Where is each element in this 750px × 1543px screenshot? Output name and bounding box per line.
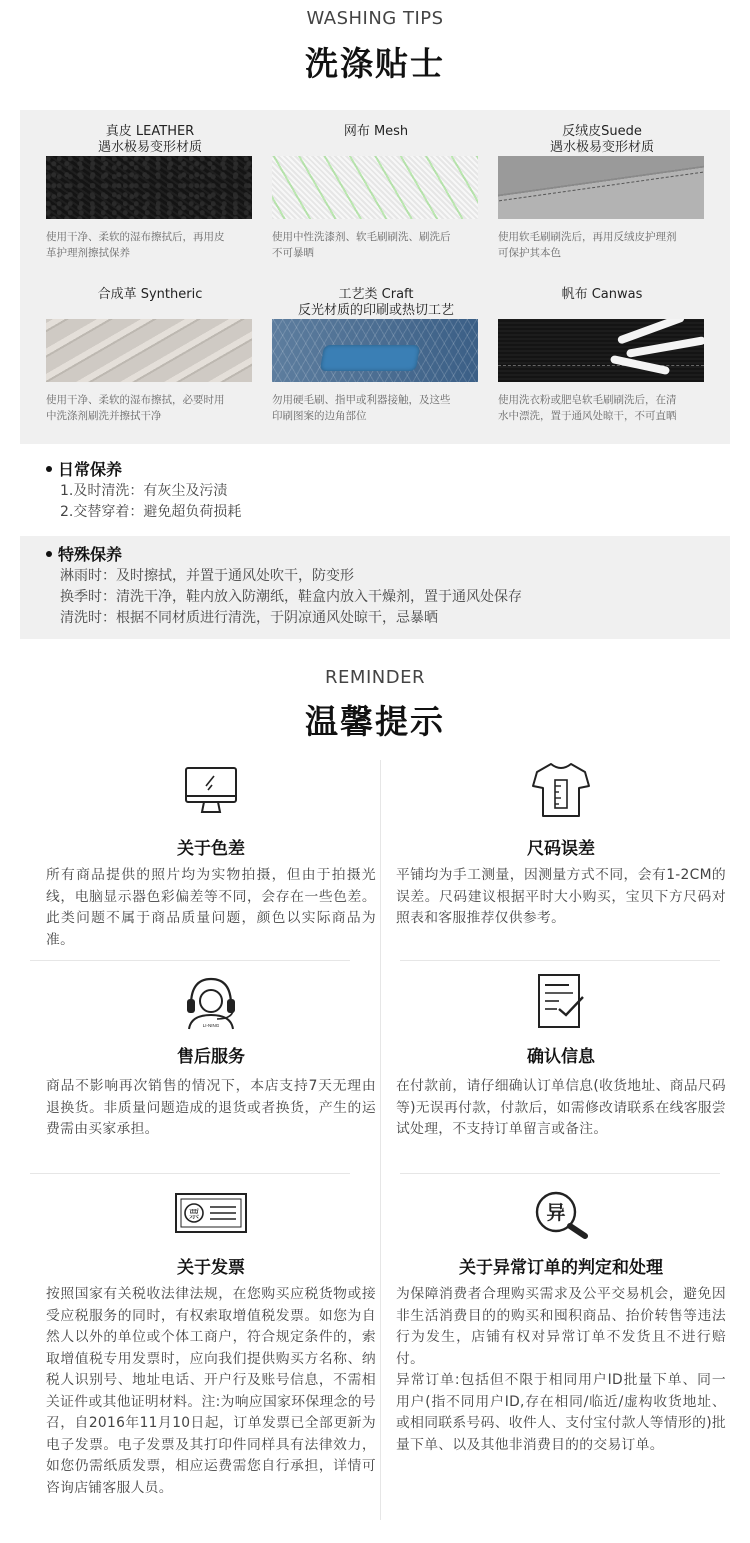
material-desc: 使用洗衣粉或肥皂软毛刷刷洗后，在清 bbox=[498, 394, 677, 406]
grid-divider bbox=[400, 1173, 720, 1174]
washing-title-zh: 洗涤贴士 bbox=[305, 44, 445, 83]
leather-texture-image bbox=[46, 156, 252, 219]
svg-text:票: 票 bbox=[188, 1207, 200, 1221]
headset-agent-icon bbox=[46, 975, 376, 1035]
reminder-body: 在付款前，请仔细确认订单信息(收货地址、商品尺码等)无误再付款，付款后，如需修改请联系在线客服尝试处理，不支持订单留言或备注。 bbox=[396, 1078, 726, 1137]
material-desc: 革护理剂擦拭保养 bbox=[46, 247, 130, 259]
reminder-title: 售后服务 bbox=[177, 1047, 245, 1067]
reminder-body: 所有商品提供的照片均为实物拍摄，但由于拍摄光线，电脑显示器色彩偏差等不同，会存在一些色差。此类问题不属于商品质量问题，颜色以实际商品为准。 bbox=[46, 867, 376, 948]
daily-care-title: 日常保养 bbox=[46, 459, 726, 481]
reminder-title: 关于色差 bbox=[177, 839, 245, 859]
synthetic-texture-image bbox=[46, 319, 252, 382]
material-name: 合成革 Syntheric bbox=[97, 287, 203, 302]
material-canvas bbox=[498, 287, 706, 424]
material-name: 真皮 LEATHER bbox=[105, 124, 195, 139]
material-name: 网布 Mesh bbox=[343, 124, 409, 139]
material-desc: 使用干净、柔软的湿布擦拭后，再用皮 bbox=[46, 231, 225, 243]
reminder-body: 商品不影响再次销售的情况下，本店支持7天无理由退换货。非质量问题造成的退货或者换货，产生的运费需由买家承担。 bbox=[46, 1078, 376, 1137]
reminder-confirm-info bbox=[396, 970, 726, 1170]
reminder-title: 关于异常订单的判定和处理 bbox=[459, 1258, 663, 1278]
svg-text:异: 异 bbox=[546, 1202, 566, 1224]
canvas-texture-image bbox=[498, 319, 704, 382]
special-care-section bbox=[46, 544, 726, 629]
special-care-title: 特殊保养 bbox=[46, 544, 726, 566]
abnormal-search-icon bbox=[396, 1188, 726, 1248]
material-leather bbox=[46, 124, 254, 261]
grid-divider bbox=[380, 760, 381, 1520]
material-desc: 使用干净、柔软的湿布擦拭，必要时用 bbox=[46, 394, 225, 406]
material-desc: 勿用硬毛刷、指甲或利器接触，及这些 bbox=[272, 394, 451, 406]
grid-divider bbox=[30, 1173, 350, 1174]
reminder-color-difference bbox=[46, 760, 376, 960]
material-synthetic bbox=[46, 287, 254, 424]
reminder-title: 确认信息 bbox=[527, 1047, 595, 1067]
material-desc: 水中漂洗，置于通风处晾干，不可直晒 bbox=[498, 410, 677, 422]
reminder-title: 关于发票 bbox=[177, 1258, 245, 1278]
material-name: 帆布 Canwas bbox=[561, 287, 643, 302]
material-craft bbox=[272, 287, 480, 424]
material-name: 工艺类 Craft bbox=[338, 287, 414, 302]
suede-texture-image bbox=[498, 156, 704, 219]
mesh-texture-image bbox=[272, 156, 478, 219]
tshirt-ruler-icon bbox=[396, 760, 726, 820]
daily-care-line: 1.及时清洗：有灰尘及污渍 bbox=[60, 483, 228, 499]
reminder-size-error bbox=[396, 760, 726, 960]
checklist-icon bbox=[396, 973, 726, 1033]
craft-texture-image bbox=[272, 319, 478, 382]
material-sub: 遇水极易变形材质 bbox=[549, 140, 654, 155]
bullet-icon bbox=[46, 466, 52, 472]
svg-text:LI-NING: LI-NING bbox=[202, 1023, 220, 1028]
grid-divider bbox=[400, 960, 720, 961]
bullet-icon bbox=[46, 551, 52, 557]
reminder-title: 尺码误差 bbox=[527, 839, 595, 859]
reminder-after-sales bbox=[46, 970, 376, 1170]
daily-care-section bbox=[46, 459, 726, 523]
material-sub: 遇水极易变形材质 bbox=[97, 140, 202, 155]
special-care-line: 清洗时：根据不同材质进行清洗，于阴凉通风处晾干，忌暴晒 bbox=[60, 610, 438, 626]
material-desc: 可保护其本色 bbox=[498, 247, 561, 259]
washing-title-en: WASHING TIPS bbox=[306, 8, 444, 29]
daily-care-line: 2.交替穿着：避免超负荷损耗 bbox=[60, 504, 242, 520]
materials-panel bbox=[20, 110, 730, 444]
material-sub: 反光材质的印刷或热切工艺 bbox=[297, 303, 454, 318]
material-desc: 使用中性洗漆剂、软毛刷刷洗、刷洗后 bbox=[272, 231, 451, 243]
material-desc: 使用软毛刷刷洗后，再用反绒皮护理剂 bbox=[498, 231, 677, 243]
monitor-icon bbox=[46, 766, 376, 826]
material-suede bbox=[498, 124, 706, 261]
special-care-line: 淋雨时：及时擦拭，并置于通风处吹干，防变形 bbox=[60, 568, 354, 584]
material-name: 反绒皮Suede bbox=[562, 124, 642, 139]
material-mesh bbox=[272, 124, 480, 261]
special-care-line: 换季时：清洗干净，鞋内放入防潮纸，鞋盒内放入干燥剂，置于通风处保存 bbox=[60, 589, 522, 605]
material-desc: 中洗涤剂刷洗并擦拭干净 bbox=[46, 410, 162, 422]
reminder-body: 为保障消费者合理购买需求及公平交易机会，避免因非生活消费目的的购买和囤积商品、抬价转售等违法行为发生，店铺有权对异常订单不发货且不进行赔付。 异常订单:包括但不限于相同用户ID批量下单、同一用户(指不同用户ID,存在相同/临近/虚构收货地址、或相同联系号码、收件人、支付宝付款人等情形的)批量下单、以及其他非消费目的的交易订单。 bbox=[396, 1286, 726, 1453]
material-desc: 不可暴晒 bbox=[272, 247, 314, 259]
reminder-title-zh: 温馨提示 bbox=[305, 702, 445, 741]
invoice-icon bbox=[46, 1192, 376, 1252]
grid-divider bbox=[30, 960, 350, 961]
reminder-title-en: REMINDER bbox=[325, 667, 425, 688]
reminder-body: 平铺均为手工测量，因测量方式不同，会有1-2CM的误差。尺码建议根据平时大小购买，宝贝下方尺码对照表和客服推荐仅供参考。 bbox=[396, 867, 726, 926]
reminder-body: 按照国家有关税收法律法规，在您购买应税货物或接受应税服务的同时，有权索取增值税发票。如您为自然人以外的单位或个体工商户，符合规定条件的，索取增值税专用发票时，应向我们提供购买方名称、纳税人识别号、地址电话、开户行及账号信息，不需相关证件或其他证明材料。注:为响应国家环保理念的号召，自2016年11月10日起，订单发票已全部更新为电子发票。电子发票及其打印件同样具有法律效力，如您仍需纸质发票，相应运费需您自行承担，详情可咨询店铺客服人员。 bbox=[46, 1286, 376, 1496]
reminder-abnormal-order bbox=[396, 1180, 726, 1520]
material-desc: 印刷图案的边角部位 bbox=[272, 410, 367, 422]
reminder-invoice bbox=[46, 1180, 376, 1520]
